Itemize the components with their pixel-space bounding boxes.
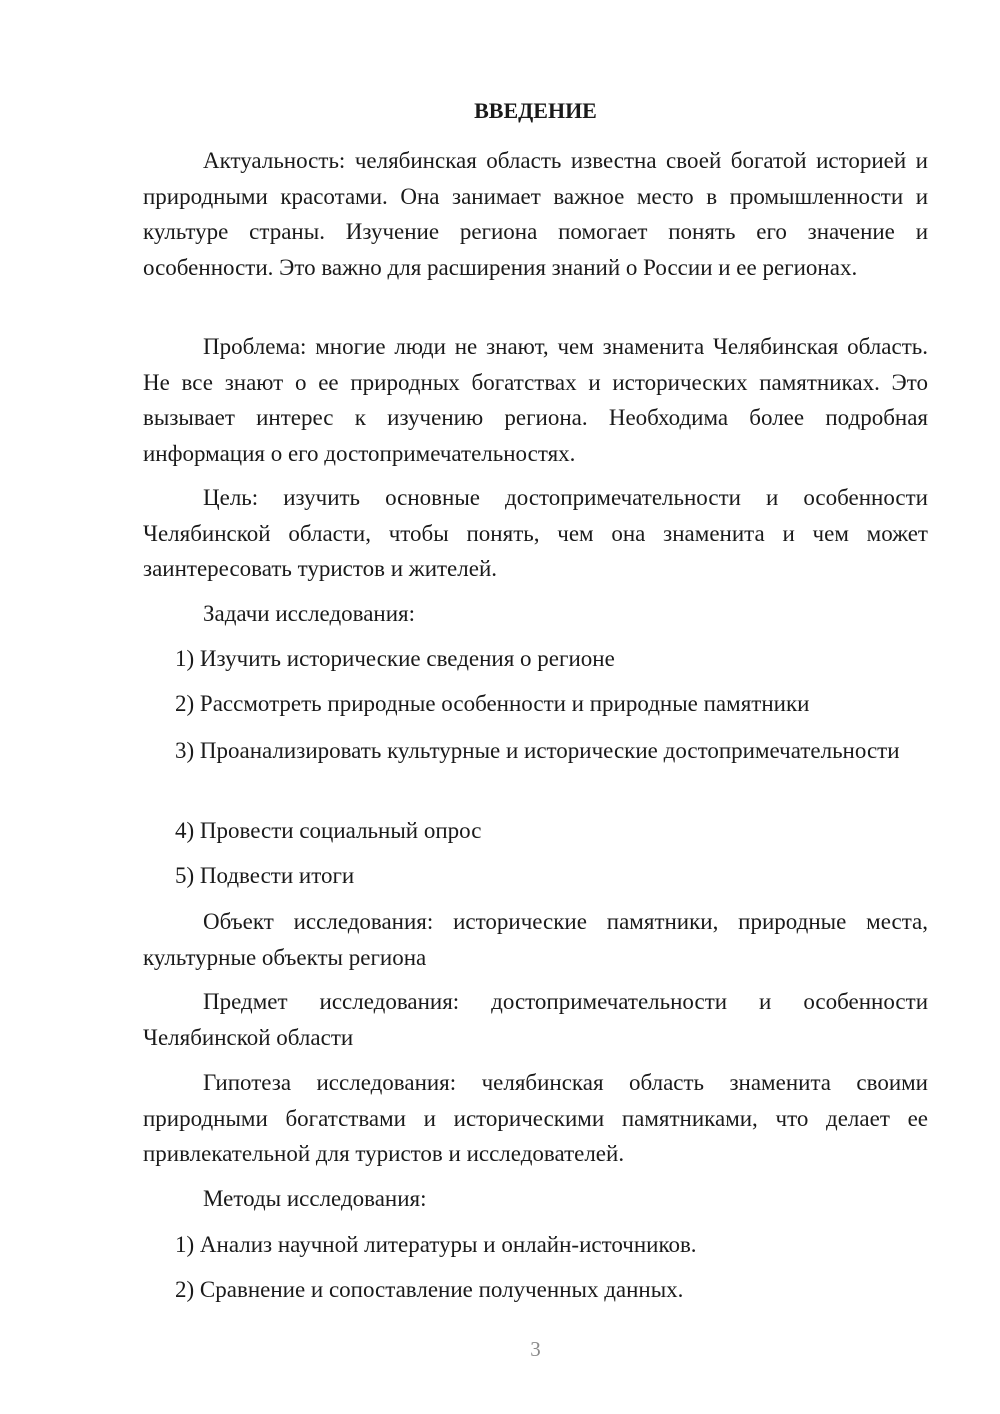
task-item-2: 2) Рассмотреть природные особенности и природные памятники	[175, 691, 810, 716]
task-item-3: 3) Проанализировать культурные и исторические достопримечательности	[175, 738, 900, 763]
task-item-1: 1) Изучить исторические сведения о регионе	[175, 646, 615, 671]
subject-paragraph: Предмет исследования: достопримечательности и особенности Челябинской области	[143, 989, 928, 1050]
page-number: 3	[530, 1337, 541, 1361]
hypothesis-paragraph: Гипотеза исследования: челябинская область знаменита своими природными богатствами и историческими памятниками, что делает ее привлекательной для туристов и исследователей.	[143, 1070, 928, 1166]
task-item-5: 5) Подвести итоги	[175, 863, 355, 888]
methods-heading: Методы исследования:	[203, 1186, 427, 1211]
method-item-2: 2) Сравнение и сопоставление полученных данных.	[175, 1277, 684, 1302]
page-title: ВВЕДЕНИЕ	[474, 98, 597, 123]
method-item-1: 1) Анализ научной литературы и онлайн-источников.	[175, 1232, 697, 1257]
goal-paragraph: Цель: изучить основные достопримечательности и особенности Челябинской области, чтобы понять, чем она знаменита и чем может заинтересовать туристов и жителей.	[143, 485, 928, 581]
actuality-paragraph: Актуальность: челябинская область известна своей богатой историей и природными красотами. Она занимает важное место в промышленности и культуре страны. Изучение региона помогает понять его значение и особенности. Это важно для расширения знаний о России и ее регионах.	[143, 148, 928, 280]
tasks-heading: Задачи исследования:	[203, 601, 416, 626]
problem-paragraph: Проблема: многие люди не знают, чем знаменита Челябинская область. Не все знают о ее природных богатствах и исторических памятниках. Это вызывает интерес к изучению региона. Необходима более подробная информация о его достопримечательностях.	[143, 334, 928, 466]
task-item-4: 4) Провести социальный опрос	[175, 818, 482, 843]
object-paragraph: Объект исследования: исторические памятники, природные места, культурные объекты региона	[143, 909, 928, 970]
